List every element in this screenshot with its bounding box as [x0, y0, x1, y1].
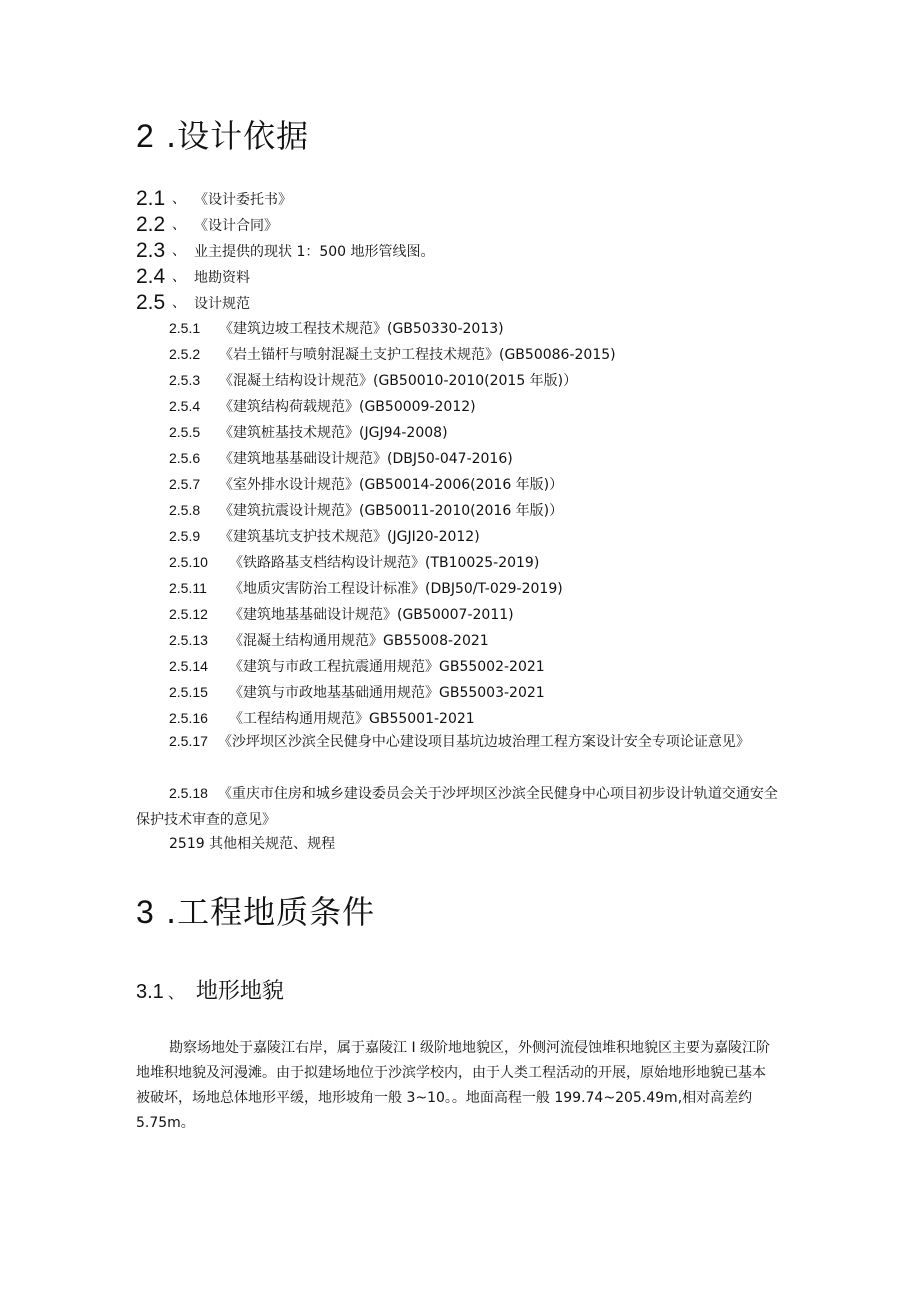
section-2-number: 2	[136, 118, 155, 154]
spec-text: 《地质灾害防治工程设计标准》(DBJ50/T-029-2019)	[229, 581, 563, 597]
spec-text: 《建筑结构荷载规范》(GB50009-2012)	[219, 399, 476, 415]
item-separator: 、	[172, 191, 186, 207]
spec-text: 《重庆市住房和城乡建设委员会关于沙坪坝区沙滨全民健身中心项目初步设计轨道交通安全保护技术审查的意见》	[136, 786, 778, 828]
section-2-heading	[136, 116, 309, 156]
subsection-separator: 、	[167, 983, 184, 1002]
spec-item	[169, 448, 513, 469]
spec-text: 《建筑与市政地基基础通用规范》GB55003-2021	[229, 685, 545, 701]
spec-item	[169, 630, 489, 651]
spec-item	[169, 682, 545, 703]
spec-item	[169, 370, 577, 391]
item-text: 设计规范	[194, 296, 250, 312]
spec-code: 2.5.14	[169, 658, 208, 674]
spec-code: 2.5.9	[169, 528, 201, 544]
section-3-number: 3	[136, 894, 155, 930]
spec-text: 《岩土锚杆与喷射混凝土支护工程技术规范》(GB50086-2015)	[219, 347, 616, 363]
spec-item	[169, 578, 563, 599]
spec-text: 《铁路路基支档结构设计规范》(TB10025-2019)	[229, 555, 540, 571]
spec-code: 2.5.5	[169, 424, 201, 440]
subsection-number: 3.1	[136, 981, 164, 1003]
item-text: 地勘资料	[194, 270, 250, 286]
spec-code: 2.5.8	[169, 502, 201, 518]
spec-item	[169, 526, 480, 547]
spec-text: 《混凝土结构设计规范》(GB50010-2010(2015 年版)）	[219, 373, 578, 389]
item-2-5	[136, 290, 250, 316]
section-3-title: .工程地质条件	[165, 893, 376, 931]
spec-item	[169, 500, 563, 521]
item-number: 2.4	[136, 265, 166, 288]
section-3-heading	[136, 892, 375, 932]
spec-item	[169, 396, 476, 417]
spec-item-wrapped	[136, 780, 786, 833]
spec-code: 2.5.12	[169, 606, 208, 622]
spec-code: 2.5.4	[169, 398, 201, 414]
subsection-3-1-heading	[136, 977, 284, 1008]
item-2-3	[136, 238, 435, 264]
spec-code: 2.5.3	[169, 372, 201, 388]
item-separator: 、	[172, 217, 186, 233]
spec-text: 《建筑桩基技术规范》(JGJ94-2008)	[219, 425, 448, 441]
spec-item	[169, 604, 514, 625]
item-2-2	[136, 212, 278, 238]
spec-code: 2.5.1	[169, 320, 201, 336]
spec-item	[169, 318, 504, 339]
item-text: 《设计合同》	[194, 218, 278, 234]
terrain-paragraph: 勘察场地处于嘉陵江右岸，属于嘉陵江 I 级阶地地貌区，外侧河流侵蚀堆积地貌区主要为嘉陵江阶地堆积地貌及河漫滩。由于拟建场地位于沙滨学校内，由于人类工程活动的开展，原始地形地貌已基本被破坏，场地总体地形平缓，地形坡角一般 3~10。。地面高程一般 199.74~205.49m,相对高差约 5.75m。	[136, 1040, 771, 1131]
spec-item-other: 2519 其他相关规范、规程	[169, 836, 336, 852]
spec-code: 2.5.18	[169, 785, 208, 801]
spec-code: 2.5.7	[169, 476, 201, 492]
item-number: 2.5	[136, 291, 166, 314]
spec-text: 《沙坪坝区沙滨全民健身中心建设项目基坑边坡治理工程方案设计安全专项论证意见》	[217, 734, 750, 750]
item-text: 《设计委托书》	[194, 192, 292, 208]
item-number: 2.3	[136, 239, 166, 262]
spec-code: 2.5.13	[169, 632, 208, 648]
item-separator: 、	[172, 243, 186, 259]
spec-text: 《工程结构通用规范》GB55001-2021	[229, 711, 475, 727]
spec-item-wrapped	[136, 728, 786, 755]
spec-item	[169, 344, 616, 365]
spec-text: 《建筑边坡工程技术规范》(GB50330-2013)	[219, 321, 504, 337]
spec-item	[169, 708, 475, 729]
spec-code: 2.5.11	[169, 580, 207, 596]
spec-item	[169, 474, 563, 495]
spec-text: 《室外排水设计规范》(GB50014-2006(2016 年版)）	[219, 477, 564, 493]
item-2-1	[136, 186, 292, 212]
item-number: 2.2	[136, 213, 166, 236]
spec-text: 《建筑与市政工程抗震通用规范》GB55002-2021	[229, 659, 545, 675]
item-text: 业主提供的现状 1：500 地形管线图。	[194, 244, 435, 260]
spec-text: 《混凝土结构通用规范》GB55008-2021	[229, 633, 489, 649]
spec-item	[169, 422, 448, 443]
spec-code: 2.5.2	[169, 346, 201, 362]
section-2-title: .设计依据	[165, 117, 310, 155]
item-separator: 、	[172, 269, 186, 285]
spec-code: 2.5.17	[169, 733, 208, 749]
spec-code: 2.5.16	[169, 710, 208, 726]
spec-text: 《建筑抗震设计规范》(GB50011-2010(2016 年版)）	[219, 503, 564, 519]
spec-item	[169, 656, 545, 677]
spec-text: 《建筑地基基础设计规范》(DBJ50-047-2016)	[219, 451, 513, 467]
spec-item	[169, 552, 539, 573]
spec-text: 《建筑地基基础设计规范》(GB50007-2011)	[229, 607, 514, 623]
spec-text: 《建筑基坑支护技术规范》(JGJI20-2012)	[219, 529, 480, 545]
item-number: 2.1	[136, 187, 166, 210]
subsection-title: 地形地貌	[195, 979, 284, 1004]
spec-code: 2.5.6	[169, 450, 201, 466]
spec-code: 2.5.15	[169, 684, 208, 700]
item-2-4	[136, 264, 250, 290]
item-separator: 、	[172, 295, 186, 311]
spec-code: 2.5.10	[169, 554, 208, 570]
